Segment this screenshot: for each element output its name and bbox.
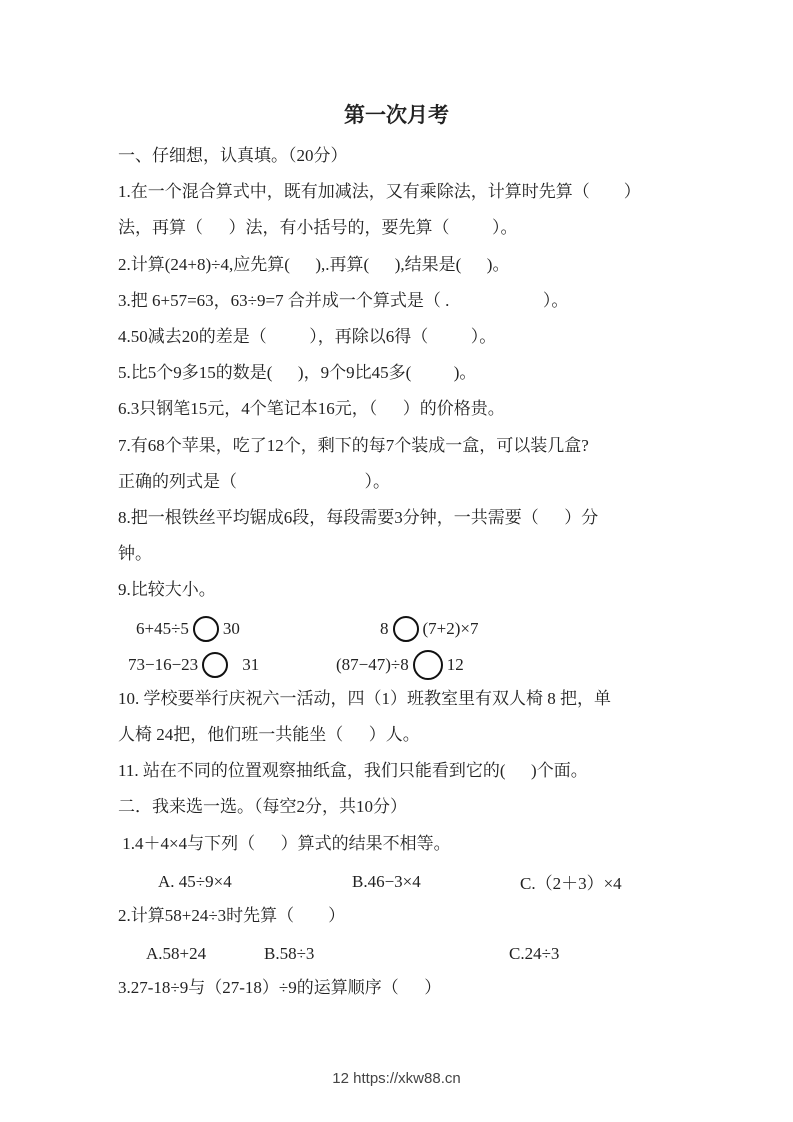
question-line: 1.4＋4×4与下列（ ）算式的结果不相等。 [118, 833, 451, 853]
question-line: 正确的列式是（ ）。 [118, 471, 390, 491]
options-row [118, 864, 718, 900]
compare-circle[interactable] [202, 652, 228, 678]
section-heading: 一、仔细想，认真填。（20分） [118, 146, 348, 165]
question-line: 人椅 24把，他们班一共能坐（ ）人。 [118, 725, 420, 744]
question-line: 3.把 6+57=63，63÷9=7 合并成一个算式是（ . ）。 [118, 290, 569, 310]
compare-item [118, 652, 336, 678]
question-line: 5.比5个9多15的数是( )，9个9比45多( )。 [118, 363, 477, 383]
compare-item [336, 650, 464, 680]
question-line: 8.把一根铁丝平均锯成6段，每段需要3分钟，一共需要（ ）分 [118, 507, 599, 527]
compare-circle[interactable] [393, 616, 419, 642]
question-line: 4.50减去20的差是（ ），再除以6得（ ）。 [118, 326, 497, 346]
compare-circle[interactable] [413, 650, 443, 680]
page-title: 第一次月考 [344, 103, 449, 127]
compare-right: 12 [446, 654, 464, 674]
compare-left: 6+45÷5 [136, 618, 189, 638]
question-line: 6.3只钢笔15元，4个笔记本16元，（ ）的价格贵。 [118, 399, 505, 419]
compare-left: 8 [380, 618, 389, 638]
question-line: 2.计算58+24÷3时先算（ ） [118, 905, 346, 925]
compare-right: 30 [222, 618, 240, 638]
exam-content [118, 140, 718, 1009]
compare-row [118, 647, 718, 683]
options-row [118, 936, 718, 972]
compare-left: 73−16−23 [128, 654, 199, 674]
option-b: B.58÷3 [264, 944, 315, 964]
compare-right: 31 [242, 654, 260, 674]
option-a: A.58+24 [146, 944, 207, 964]
section-heading: 二．我来选一选。（每空2分，共10分） [118, 797, 407, 817]
compare-right: (7+2)×7 [422, 618, 479, 638]
question-line: 11. 站在不同的位置观察抽纸盒，我们只能看到它的( )个面。 [118, 761, 588, 781]
question-line: 10. 学校要举行庆祝六一活动，四（1）班教室里有双人椅 8 把，单 [118, 688, 611, 708]
question-line: 2.计算(24+8)÷4,应先算( ),.再算( ),结果是( )。 [118, 254, 510, 274]
compare-circle[interactable] [193, 616, 219, 642]
option-a: A. 45÷9×4 [158, 871, 232, 891]
question-line: 3.27-18÷9与（27-18）÷9的运算顺序（ ） [118, 978, 442, 998]
option-c: C.24÷3 [509, 944, 560, 964]
compare-item [380, 616, 479, 642]
question-line: 1.在一个混合算式中，既有加减法，又有乘除法，计算时先算（ ） [118, 182, 641, 202]
question-line: 9.比较大小。 [118, 580, 216, 600]
option-b: B.46−3×4 [352, 871, 421, 891]
compare-item [118, 616, 380, 642]
question-line: 7.有68个苹果，吃了12个，剩下的每7个装成一盒，可以装几盒? [118, 435, 589, 455]
question-line: 钟。 [118, 544, 152, 564]
compare-row [118, 610, 718, 646]
question-line: 法，再算（ ）法，有小括号的，要先算（ ）。 [118, 218, 518, 238]
compare-left: (87−47)÷8 [336, 654, 409, 674]
page-footer: 12 https://xkw88.cn [332, 1070, 461, 1087]
option-c: C.（2＋3）×4 [520, 874, 622, 894]
